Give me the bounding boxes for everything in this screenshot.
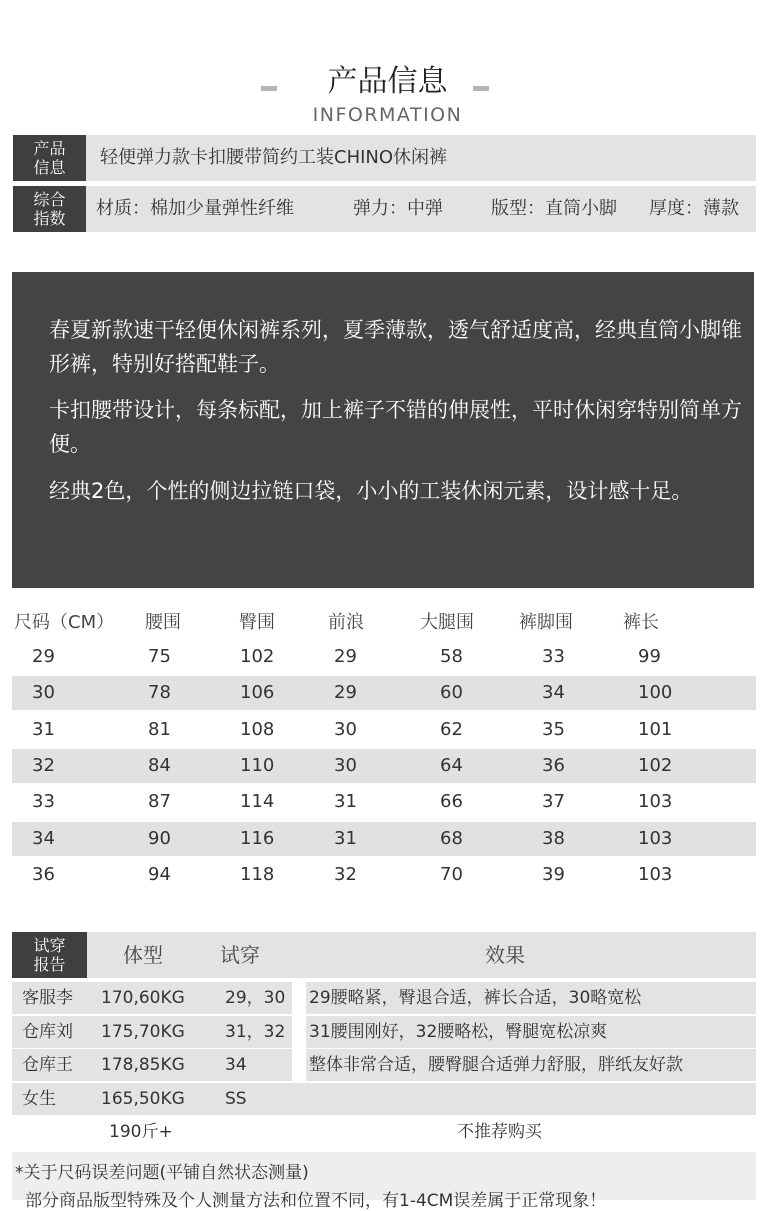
size-cell-thigh: 58 [440,646,463,667]
tryon-size: 34 [225,1055,247,1075]
size-cell-size: 31 [32,718,55,740]
tryon-row [12,1116,756,1148]
size-cell-length: 100 [638,682,673,704]
material-text: 材质：棉加少量弹性纤维 [96,198,294,219]
note-line-1: *关于尺码误差问题(平铺自然状态测量) [15,1163,309,1183]
size-cell-hip: 118 [240,863,275,885]
size-cell-hip: 114 [240,791,275,813]
tryon-name: 客服李 [22,988,73,1008]
product-info-label [13,135,86,181]
size-header-hip: 臀围 [239,612,275,633]
tryon-effect: 不推荐购买 [457,1122,542,1142]
size-cell-leg-opening: 35 [542,718,565,740]
size-cell-rise: 31 [334,827,357,849]
size-cell-hip: 116 [240,827,275,849]
description-box [12,272,754,588]
tryon-body: 165,50KG [101,1088,185,1109]
tryon-body: 178,85KG [101,1055,185,1075]
size-cell-hip: 108 [240,718,275,740]
size-cell-waist: 94 [148,863,171,885]
tryon-size: 31，32 [225,1021,286,1042]
fit-text: 版型：直筒小脚 [491,198,617,219]
size-table-header [12,606,756,640]
size-cell-rise: 30 [334,718,357,740]
product-name: 轻便弹力款卡扣腰带简约工装CHINO休闲裤 [100,147,448,168]
stretch-text: 弹力：中弹 [353,198,443,219]
description-paragraph-3: 经典2色，个性的侧边拉链口袋，小小的工装休闲元素，设计感十足。 [49,479,693,503]
size-cell-waist: 84 [148,754,171,776]
size-cell-size: 36 [32,863,55,885]
tryon-size: 29，30 [225,988,286,1008]
size-cell-thigh: 60 [440,682,463,704]
tryon-row [12,1049,756,1081]
size-cell-length: 103 [638,827,673,849]
tryon-size: SS [225,1088,247,1109]
size-header-thigh: 大腿围 [420,612,474,633]
product-label-line2: 信息 [33,158,66,177]
size-cell-length: 103 [638,863,673,885]
size-cell-rise: 31 [334,791,357,813]
table-row [12,858,756,892]
size-cell-size: 32 [32,754,55,776]
size-cell-hip: 110 [240,754,275,776]
description-paragraph-2: 卡扣腰带设计，每条标配，加上裤子不错的伸展性，平时休闲穿特别简单方便。 [49,398,742,456]
thickness-text: 厚度：薄款 [649,198,739,219]
table-row [12,749,756,783]
tryon-row [12,1083,756,1115]
tryon-body: 190斤+ [109,1122,173,1142]
tryon-label-line1: 试穿 [33,936,66,955]
page-title: 产品信息 [327,64,448,99]
size-cell-size: 34 [32,827,55,849]
size-cell-thigh: 62 [440,718,463,740]
tryon-row [12,982,756,1014]
size-header-size: 尺码（CM） [14,612,115,633]
size-cell-length: 102 [638,754,673,776]
size-cell-size: 29 [32,646,55,667]
title-dash-right [473,86,489,91]
tryon-name: 女生 [22,1088,56,1109]
size-cell-leg-opening: 34 [542,682,565,704]
size-cell-rise: 29 [334,646,357,667]
size-cell-leg-opening: 38 [542,827,565,849]
tryon-label [12,932,87,978]
size-cell-leg-opening: 33 [542,646,565,667]
tryon-name: 仓库刘 [22,1021,73,1042]
size-cell-rise: 30 [334,754,357,776]
size-cell-waist: 87 [148,791,171,813]
index-label-line2: 指数 [33,209,66,228]
title-dash-left [261,86,277,91]
tryon-effect: 29腰略紧，臀退合适，裤长合适，30略宽松 [309,988,642,1008]
table-row [12,822,756,856]
size-cell-rise: 29 [334,682,357,704]
size-header-waist: 腰围 [145,612,181,633]
tryon-header-row [12,932,756,978]
product-info-row [13,135,756,181]
index-label-line1: 综合 [33,190,66,209]
tryon-header-body: 体型 [123,943,163,967]
size-cell-leg-opening: 37 [542,791,565,813]
page-subtitle: INFORMATION [312,104,463,126]
tryon-label-line2: 报告 [33,955,66,974]
size-cell-length: 99 [638,646,661,667]
size-cell-size: 33 [32,791,55,813]
size-cell-waist: 78 [148,682,171,704]
size-cell-thigh: 64 [440,754,463,776]
size-cell-length: 101 [638,718,673,740]
size-cell-thigh: 70 [440,863,463,885]
size-cell-waist: 75 [148,646,171,667]
size-cell-size: 30 [32,682,55,704]
tryon-effect: 整体非常合适，腰臀腿合适弹力舒服，胖纸友好款 [309,1055,683,1075]
tryon-body: 170,60KG [101,988,185,1008]
note-line-2: 部分商品版型特殊及个人测量方法和位置不同，有1-4CM误差属于正常现象！ [25,1191,607,1211]
size-cell-thigh: 66 [440,791,463,813]
size-cell-waist: 90 [148,827,171,849]
size-cell-hip: 106 [240,682,275,704]
size-cell-waist: 81 [148,718,171,740]
tryon-name: 仓库王 [22,1055,73,1075]
table-row [12,676,756,710]
table-row [12,713,756,747]
table-row [12,640,756,674]
size-cell-leg-opening: 39 [542,863,565,885]
product-label-line1: 产品 [33,139,66,158]
table-row [12,785,756,819]
tryon-body: 175,70KG [101,1021,185,1042]
description-paragraph-1: 春夏新款速干轻便休闲裤系列，夏季薄款，透气舒适度高，经典直筒小脚锥形裤，特别好搭配鞋子。 [49,318,742,376]
size-header-leg-opening: 裤脚围 [519,612,573,633]
size-cell-hip: 102 [240,646,275,667]
tryon-header-effect: 效果 [485,943,525,967]
size-cell-rise: 32 [334,863,357,885]
size-cell-leg-opening: 36 [542,754,565,776]
tryon-header-try: 试穿 [220,943,260,967]
index-info-row [13,186,756,232]
size-header-rise: 前浪 [328,612,364,633]
size-cell-length: 103 [638,791,673,813]
size-header-length: 裤长 [623,612,659,633]
tryon-effect: 31腰围刚好，32腰略松，臀腿宽松凉爽 [309,1021,608,1042]
size-cell-thigh: 68 [440,827,463,849]
index-info-label [13,186,86,232]
tryon-row [12,1016,756,1048]
